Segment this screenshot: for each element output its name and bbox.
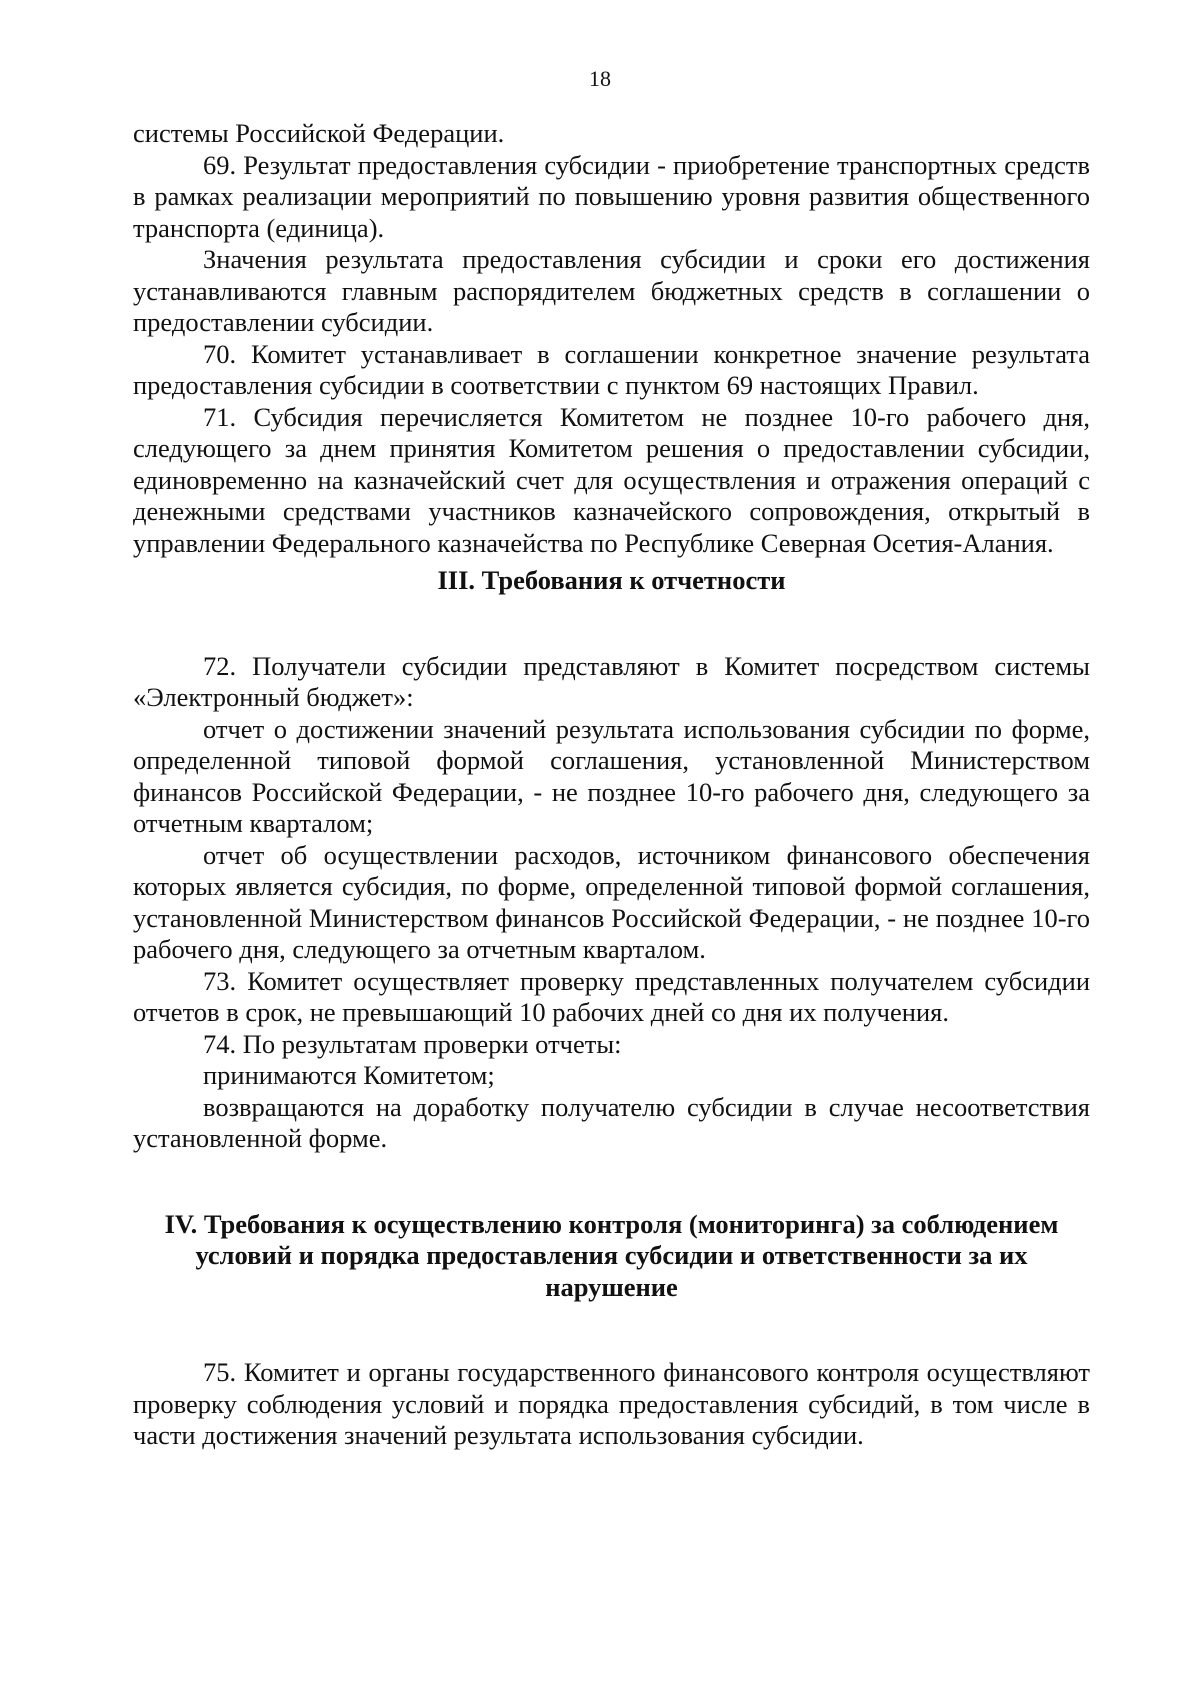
paragraph-69: 69. Результат предоставления субсидии - приобретение транспортных средств в рамках реализации мероприятий по повышению уровня развития общественного транспорта (единица). bbox=[133, 149, 1090, 243]
paragraph-75: 75. Комитет и органы государственного финансового контроля осуществляют проверку соблюдения условий и порядка предоставления субсидий, в том числе в части достижения значений результата использования субсидии. bbox=[133, 1357, 1090, 1450]
paragraph-74-returned: возвращаются на доработку получателю субсидии в случае несоответствия установленной форме. bbox=[133, 1091, 1090, 1153]
section-3-heading: III. Требования к отчетности bbox=[437, 565, 786, 595]
paragraph-72-report-results: отчет о достижении значений результата использования субсидии по форме, определенной типовой формой соглашения, установленной Министерством финансов Российской Федерации, - не позднее 10-го рабочего дня, следующего за отчетным кварталом; bbox=[133, 713, 1090, 838]
paragraph-74: 74. По результатам проверки отчеты: bbox=[203, 1028, 622, 1059]
paragraph-70: 70. Комитет устанавливает в соглашении конкретное значение результата предоставления субсидии в соответствии с пунктом 69 настоящих Правил. bbox=[133, 338, 1090, 400]
paragraph-69-values: Значения результата предоставления субсидии и сроки его достижения устанавливаются главным распорядителем бюджетных средств в соглашении о предоставлении субсидии. bbox=[133, 244, 1090, 337]
paragraph-continuation: системы Российской Федерации. bbox=[133, 118, 505, 148]
paragraph-74-accepted: принимаются Комитетом; bbox=[203, 1060, 495, 1090]
paragraph-71: 71. Субсидия перечисляется Комитетом не позднее 10-го рабочего дня, следующего за днем принятия Комитетом решения о предоставлении субсидии, единовременно на казначейский счет для осуществления и отражения операций с денежными средствами участников казначейского сопровождения, открытый в управлении Федерального казначейства по Республике Северная Осетия-Алания. bbox=[133, 401, 1090, 558]
paragraph-72-report-expenses: отчет об осуществлении расходов, источником финансового обеспечения которых является субсидия, по форме, определенной типовой формой соглашения, установленной Министерством финансов Российской Федерации, - не позднее 10-го рабочего дня, следующего за отчетным кварталом. bbox=[133, 839, 1090, 964]
document-body bbox=[133, 118, 1090, 1452]
section-4-heading: IV. Требования к осуществлению контроля (мониторинга) за соблюдением условий и порядка предоставления субсидии и ответственности за их нарушение bbox=[164, 1208, 1059, 1302]
paragraph-73: 73. Комитет осуществляет проверку представленных получателем субсидии отчетов в срок, не превышающий 10 рабочих дней со дня их получения. bbox=[133, 965, 1090, 1027]
page-number: 18 bbox=[589, 66, 611, 91]
paragraph-72: 72. Получатели субсидии представляют в Комитет посредством системы «Электронный бюджет»: bbox=[133, 650, 1090, 712]
